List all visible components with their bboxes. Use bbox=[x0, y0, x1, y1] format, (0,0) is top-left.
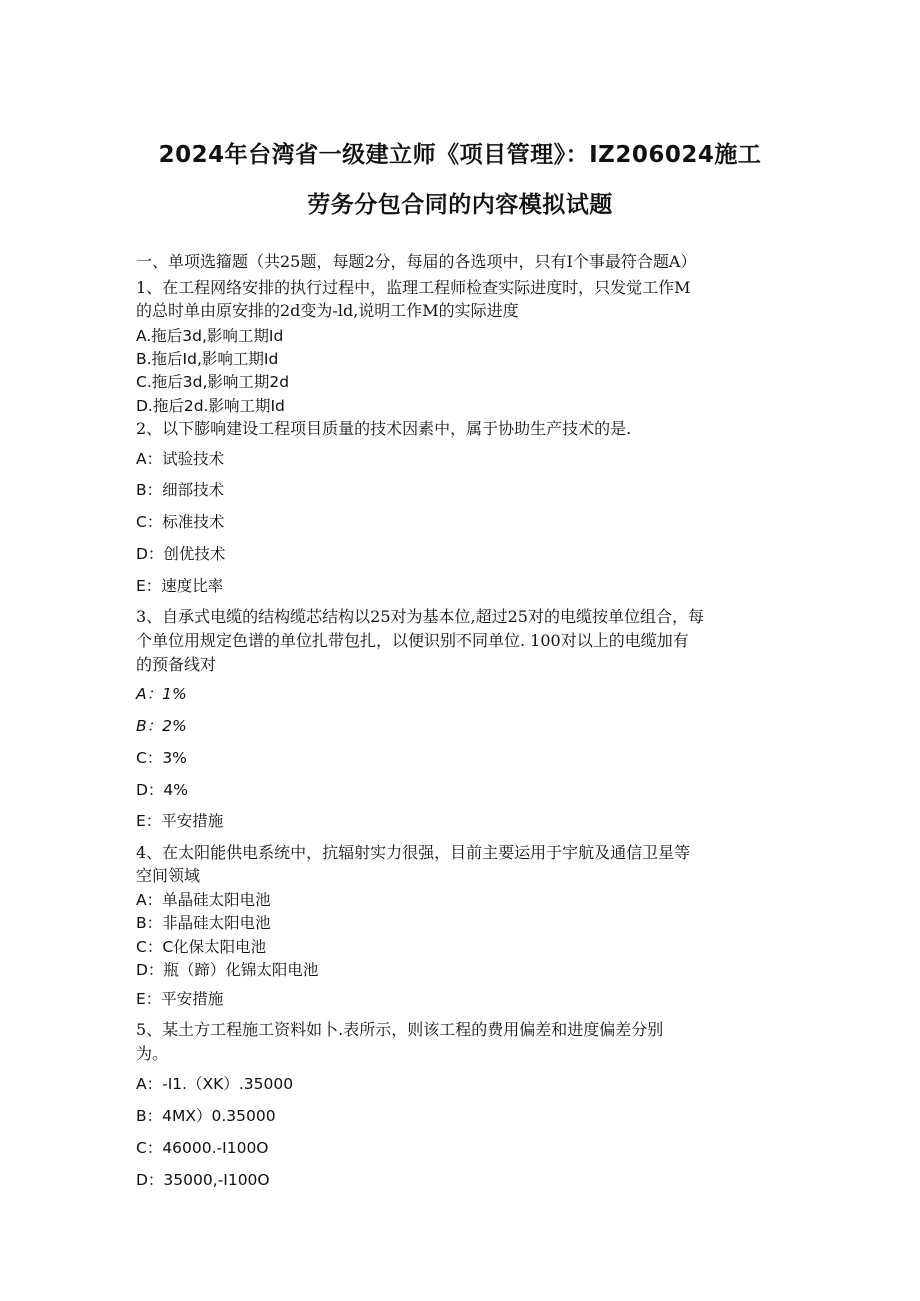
question-3-line-3: 的预备线对 bbox=[136, 655, 217, 674]
question-5-option-a: A：-I1.（XK）.35000 bbox=[136, 1075, 294, 1093]
question-5-line-2: 为。 bbox=[136, 1044, 169, 1063]
question-2-option-d: D：创优技术 bbox=[136, 545, 226, 563]
question-3-option-a: A：1% bbox=[136, 685, 187, 703]
question-4-option-a: A：单晶硅太阳电池 bbox=[136, 891, 271, 909]
question-1-option-a: A.拖后3d,影响工期Id bbox=[136, 327, 284, 345]
question-2-line-1: 2、以下膨响建设工程项目质量的技术因素中，属于协助生产技术的是. bbox=[136, 419, 632, 438]
question-4-line-2: 空间领域 bbox=[136, 866, 201, 885]
question-5-line-1: 5、某土方工程施工资料如卜.表所示，则该工程的费用偏差和进度偏差分别 bbox=[136, 1020, 664, 1039]
question-4-line-1: 4、在太阳能供电系统中，抗辐射实力很强，目前主要运用于宇航及通信卫星等 bbox=[136, 843, 691, 862]
question-1-option-d: D.拖后2d.影响工期Id bbox=[136, 397, 285, 415]
question-3-option-e: E：平安措施 bbox=[136, 812, 224, 830]
question-3-option-b: B：2% bbox=[136, 717, 187, 735]
question-1-option-c: C.拖后3d,影响工期2d bbox=[136, 373, 290, 391]
question-5-option-d: D：35000,-I100O bbox=[136, 1171, 270, 1189]
question-4-option-d: D：瓶（蹄）化锦太阳电池 bbox=[136, 961, 319, 979]
question-1-line-1: 1、在工程网络安排的执行过程中，监理工程师检查实际进度时，只发觉工作M bbox=[136, 278, 691, 297]
question-1-option-b: B.拖后Id,影响工期Id bbox=[136, 350, 279, 368]
question-4-option-c: C：C化保太阳电池 bbox=[136, 938, 267, 956]
question-3-line-2: 个单位用规定色谱的单位扎带包扎，以便识别不同单位. 100对以上的电缆加有 bbox=[136, 631, 689, 650]
document-title-line-1: 2024年台湾省一级建立师《项目管理》：IZ206024施工 bbox=[158, 142, 762, 168]
section-heading: 一、单项选籀题（共25题，每题2分，每届的各选项中，只有I个事最符合题A） bbox=[136, 252, 697, 271]
question-2-option-c: C：标准技术 bbox=[136, 513, 225, 531]
question-3-option-d: D：4% bbox=[136, 781, 189, 799]
question-4-option-e: E：平安措施 bbox=[136, 990, 224, 1008]
question-2-option-a: A：试验技术 bbox=[136, 450, 225, 468]
question-3-line-1: 3、自承式电缆的结构缆芯结构以25对为基本位,超过25对的电缆按单位组合，每 bbox=[136, 607, 704, 626]
question-3-option-c: C：3% bbox=[136, 749, 187, 767]
question-2-option-b: B：细部技术 bbox=[136, 481, 225, 499]
document-title-line-2: 劳务分包合同的内容模拟试题 bbox=[307, 192, 613, 218]
question-2-option-e: E：速度比率 bbox=[136, 577, 224, 595]
question-4-option-b: B：非晶硅太阳电池 bbox=[136, 914, 271, 932]
question-5-option-c: C：46000.-I100O bbox=[136, 1139, 269, 1157]
question-5-option-b: B：4MX）0.35000 bbox=[136, 1107, 276, 1125]
question-1-line-2: 的总时单由原安排的2d变为-ld,说明工作M的实际进度 bbox=[136, 301, 519, 320]
